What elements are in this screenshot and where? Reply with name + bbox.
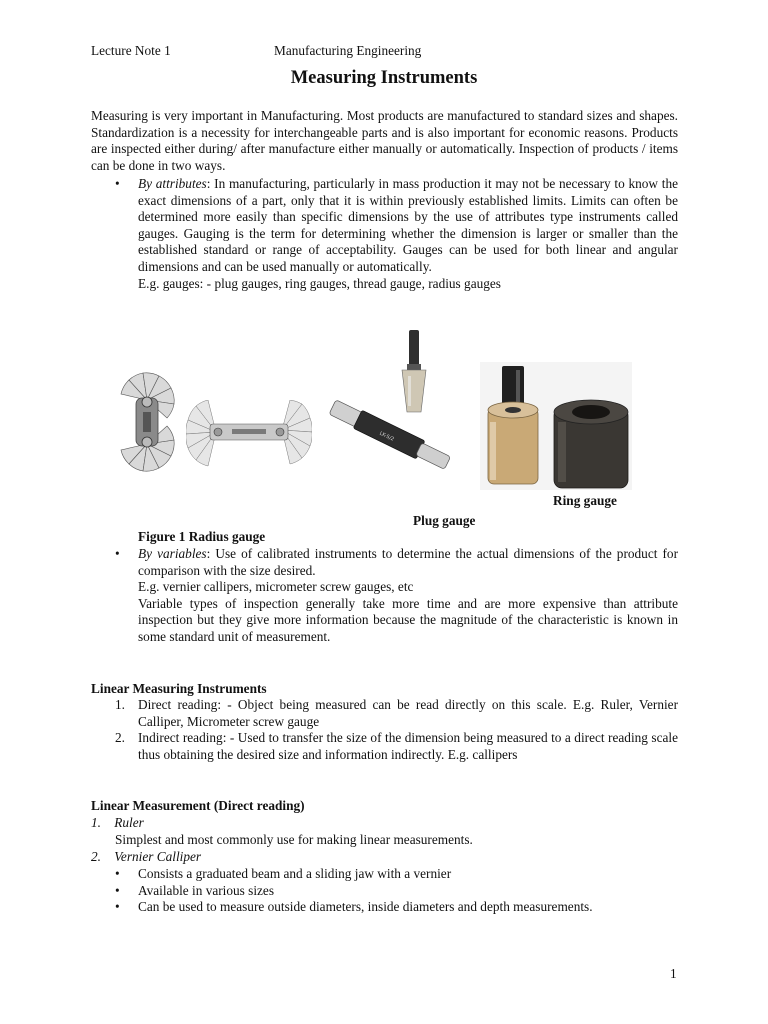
header-lecture-note: Lecture Note 1	[91, 43, 171, 58]
radius-gauge-leaf-set-image	[186, 400, 312, 470]
ruler-description: Simplest and most commonly use for making linear measurements.	[115, 832, 473, 847]
plug-gauge-taper-shank-image	[394, 330, 434, 414]
variables-lead: By variables	[138, 546, 207, 561]
plug-gauge-caption: Plug gauge	[413, 513, 476, 528]
bullet-dot: •	[115, 176, 120, 191]
vernier-bullets	[91, 866, 678, 916]
list-item-text: Can be used to measure outside diameters, inside diameters and depth measurements.	[138, 899, 593, 915]
attributes-lead: By attributes	[138, 176, 207, 191]
list-item	[91, 697, 678, 730]
bullet-dot: •	[115, 882, 120, 898]
bullet-dot: •	[115, 546, 120, 561]
vernier-item	[91, 849, 201, 866]
list-item	[91, 883, 678, 900]
attributes-bullet	[91, 176, 678, 292]
ruler-label: Ruler	[114, 815, 144, 830]
page-number: 1	[670, 966, 677, 981]
list-item-text: Direct reading: - Object being measured can be read directly on this scale. E.g. Ruler, Vernier Calliper, Micrometer screw gauge	[138, 697, 678, 729]
plug-gauge-double-end-image	[320, 398, 460, 472]
header-course: Manufacturing Engineering	[274, 43, 422, 58]
list-item-text: Available in various sizes	[138, 882, 275, 898]
direct-reading-heading: Linear Measurement (Direct reading)	[91, 798, 305, 813]
list-number: 1.	[115, 697, 125, 712]
vernier-label: Vernier Calliper	[114, 849, 202, 864]
ring-gauge-caption: Ring gauge	[553, 493, 617, 508]
linear-instruments-list	[91, 697, 678, 763]
variables-example: E.g. vernier callipers, micrometer screw gauges, etc	[138, 579, 414, 595]
list-item	[91, 899, 678, 916]
variables-note: Variable types of inspection generally take more time and are more expensive than attribute inspection but they give more information because the magnitude of the characteristic is known in some standard unit of measurement.	[138, 595, 678, 644]
list-item-text: Indirect reading: - Used to transfer the size of the dimension being measured to a direct reading scale thus obtaining the desired size and information indirectly. E.g. callipers	[138, 730, 678, 762]
bullet-dot: •	[115, 899, 120, 915]
list-item-text: Consists a graduated beam and a sliding jaw with a vernier	[138, 866, 452, 881]
variables-text: : Use of calibrated instruments to determine the actual dimensions of the product for comparison with the size desired.	[138, 546, 678, 578]
intro-text: Measuring is very important in Manufacturing. Most products are manufactured to standard sizes and shapes. Standardization is a necessity for interchangeable parts and is also important for economic reasons. Products are inspected either during/ after manufacture either manually or automatically. Inspection of products / items can be done in two ways.	[91, 108, 678, 173]
plug-gauge-label: LK-S/2	[378, 430, 395, 443]
list-item	[91, 730, 678, 763]
radius-gauge-figure-caption: Figure 1 Radius gauge	[138, 529, 266, 544]
attributes-example: E.g. gauges: - plug gauges, ring gauges, thread gauge, radius gauges	[138, 275, 501, 291]
intro-paragraph	[91, 108, 678, 174]
bullet-dot: •	[115, 866, 120, 881]
radius-gauge-fan-image	[117, 372, 177, 472]
list-item	[91, 866, 678, 883]
list-number: 2.	[91, 849, 101, 864]
ring-gauge-image	[480, 362, 632, 490]
page-title: Measuring Instruments	[290, 68, 478, 88]
ruler-item	[91, 815, 144, 832]
list-number: 1.	[91, 815, 101, 830]
variables-bullet	[91, 546, 678, 646]
attributes-text: : In manufacturing, particularly in mass production it may not be necessary to know the exact dimensions of a part, only that it is within previously established limits. Limits can often be determined more easily than specific dimensions by the use of attributes type instruments called gauges. Gauging is the term for determining whether the dimension is larger or smaller than the established standard or range of acceptability. Gauges can be used for both linear and angular dimensions and can be used manually or automatically.	[138, 176, 679, 274]
linear-instruments-heading: Linear Measuring Instruments	[91, 681, 267, 696]
list-number: 2.	[115, 730, 125, 746]
